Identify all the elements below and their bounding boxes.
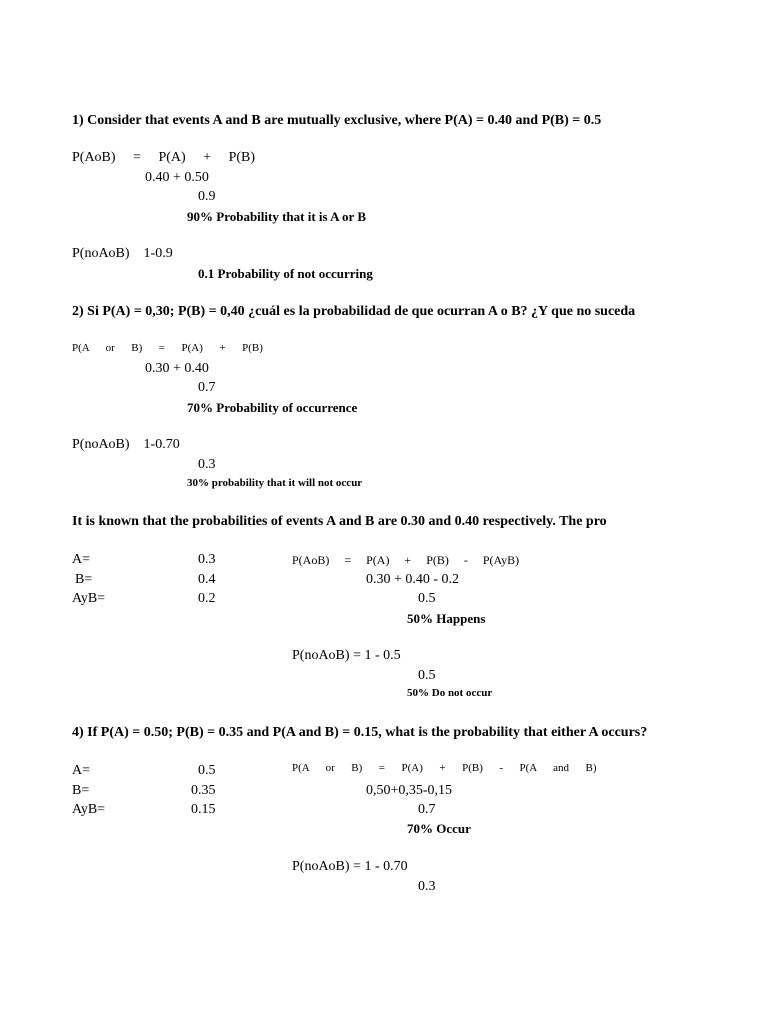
section2-formula: P(A or B) = P(A) + P(B) xyxy=(72,342,263,354)
section3-ab-label: AyB= xyxy=(72,591,106,606)
section2-complement-result: 0.3 xyxy=(198,457,216,472)
section4-result: 0.7 xyxy=(418,802,436,817)
section4-b-label: B= xyxy=(72,783,90,798)
section3-ab-value: 0.2 xyxy=(198,591,216,606)
section2-sum: 0.30 + 0.40 xyxy=(145,361,209,376)
section3-complement-statement: 50% Do not occur xyxy=(407,687,493,699)
section3-heading: It is known that the probabilities of events A and B are 0.30 and 0.40 respectively. The pro xyxy=(72,514,607,529)
section4-formula: P(A or B) = P(A) + P(B) - P(A and B) xyxy=(292,762,597,774)
section3-complement-label: P(noAoB) = 1 - 0.5 xyxy=(292,648,401,663)
section1-result: 0.9 xyxy=(198,189,216,204)
section1-statement: 90% Probability that it is A or B xyxy=(187,209,367,224)
section2-result: 0.7 xyxy=(198,380,216,395)
section4-complement-label: P(noAoB) = 1 - 0.70 xyxy=(292,859,408,874)
section3-complement-result: 0.5 xyxy=(418,668,436,683)
section2-statement: 70% Probability of occurrence xyxy=(187,400,358,415)
section3-b-value: 0.4 xyxy=(198,572,216,587)
section2-complement-statement: 30% probability that it will not occur xyxy=(187,477,363,489)
section1-heading: 1) Consider that events A and B are mutually exclusive, where P(A) = 0.40 and P(B) = 0.5 xyxy=(72,113,602,128)
section2-complement-label: P(noAoB) 1-0.70 xyxy=(72,437,180,452)
section4-a-value: 0.5 xyxy=(198,763,216,778)
section1-sum: 0.40 + 0.50 xyxy=(145,170,209,185)
section3-formula: P(AoB) = P(A) + P(B) - P(AyB) xyxy=(292,553,520,567)
section4-statement: 70% Occur xyxy=(407,821,471,836)
section2-heading: 2) Si P(A) = 0,30; P(B) = 0,40 ¿cuál es la probabilidad de que ocurran A o B? ¿Y que no suceda xyxy=(72,304,636,319)
section4-complement-result: 0.3 xyxy=(418,879,436,894)
section4-ab-value: 0.15 xyxy=(191,802,216,817)
section4-b-value: 0.35 xyxy=(191,783,216,798)
section3-result: 0.5 xyxy=(418,591,436,606)
section3-a-label: A= xyxy=(72,552,91,567)
section3-a-value: 0.3 xyxy=(198,552,216,567)
section4-sum: 0,50+0,35-0,15 xyxy=(366,783,453,798)
section1-formula: P(AoB) = P(A) + P(B) xyxy=(72,150,256,165)
section4-heading: 4) If P(A) = 0.50; P(B) = 0.35 and P(A and B) = 0.15, what is the probability that either A occurs? xyxy=(72,725,648,740)
section1-complement-statement: 0.1 Probability of not occurring xyxy=(198,266,373,281)
section3-b-label: B= xyxy=(75,572,93,587)
section3-statement: 50% Happens xyxy=(407,611,486,626)
section4-ab-label: AyB= xyxy=(72,802,106,817)
section3-sum: 0.30 + 0.40 - 0.2 xyxy=(366,572,460,587)
section4-a-label: A= xyxy=(72,763,91,778)
section1-complement-label: P(noAoB) 1-0.9 xyxy=(72,246,173,261)
